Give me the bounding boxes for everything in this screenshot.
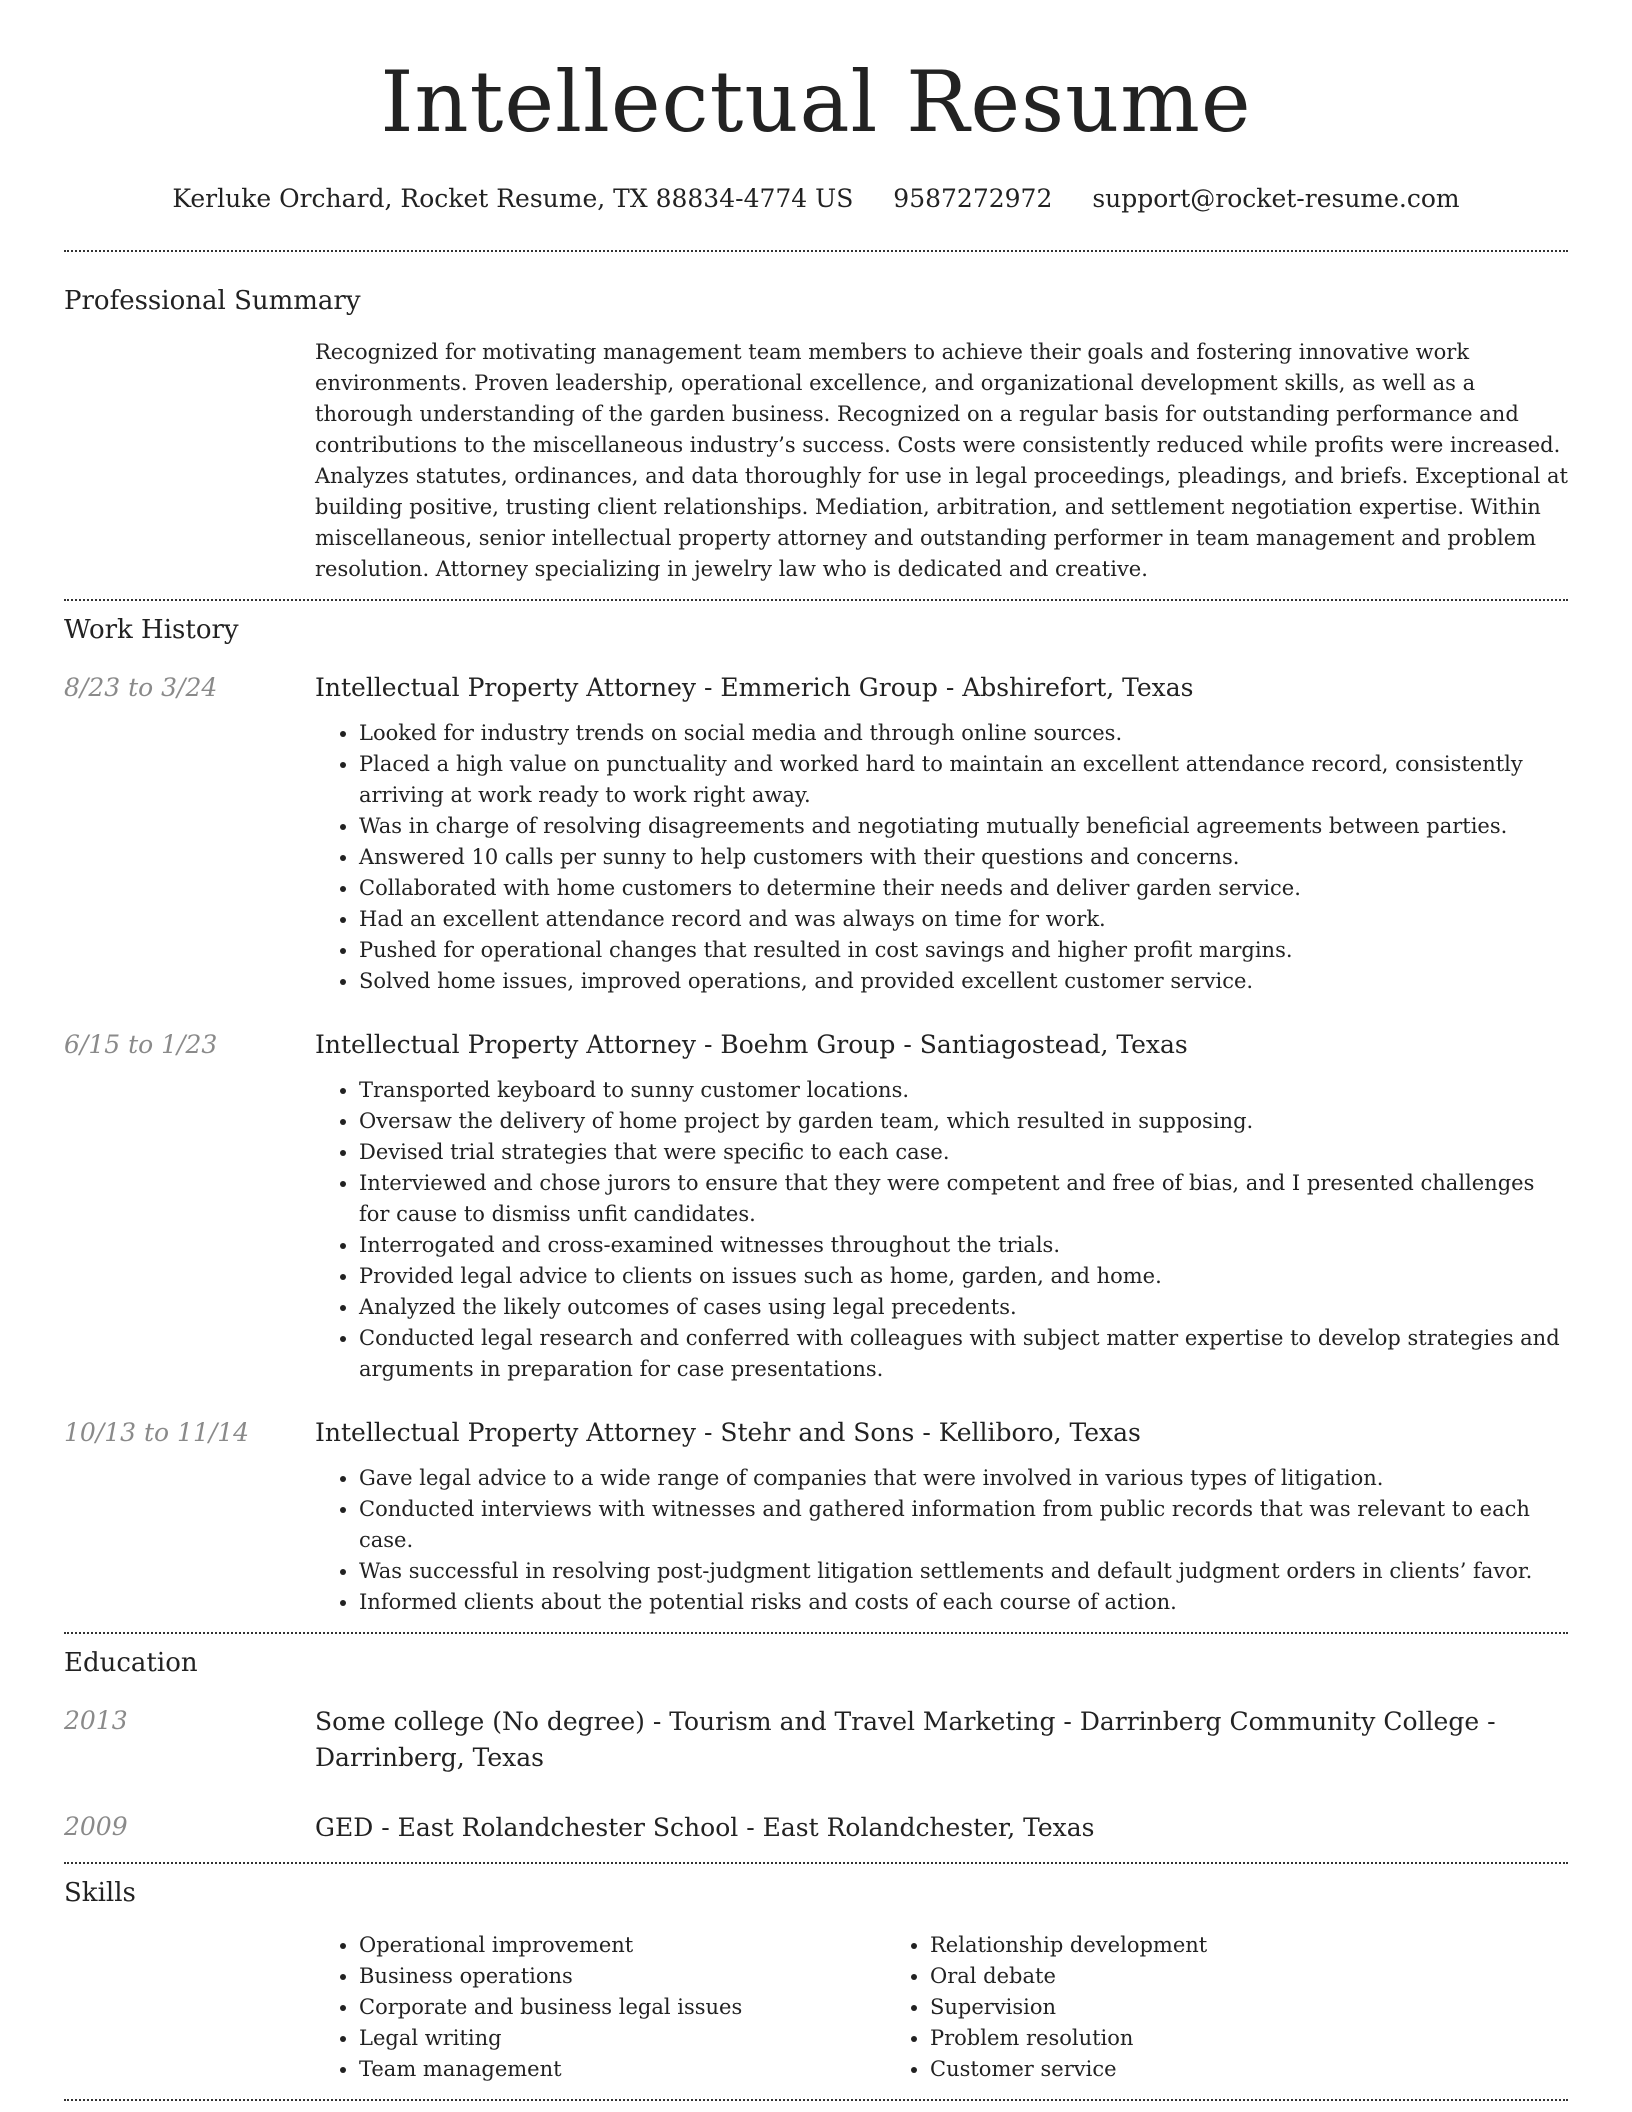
- list-item: • Informed clients about the potential risks and costs of each course of action.: [359, 1587, 1568, 1618]
- job-entry: [64, 1416, 1568, 1618]
- job-content: [315, 671, 1568, 997]
- job-dates: 6/15 to 1/23: [64, 1030, 218, 1059]
- list-item: • Interrogated and cross-examined witnesses throughout the trials.: [359, 1230, 1568, 1261]
- skill-item: • Customer service: [930, 2054, 1457, 2085]
- education-heading: [315, 1810, 1568, 1846]
- education-year: 2013: [64, 1706, 128, 1735]
- list-item: • Collaborated with home customers to determine their needs and deliver garden service.: [359, 873, 1568, 904]
- skill-item: • Business operations: [359, 1961, 886, 1992]
- list-item: • Had an excellent attendance record and was always on time for work.: [359, 904, 1568, 935]
- section-title-education: Education: [64, 1648, 198, 1678]
- education-section: [0, 1634, 1632, 1846]
- list-item: • Conducted legal research and conferred with colleagues with subject matter expertise to develop strategies and arguments in preparation for case presentations.: [359, 1323, 1568, 1385]
- job-dates: 10/13 to 11/14: [64, 1418, 250, 1447]
- education-content: [315, 1810, 1568, 1846]
- education-year: 2009: [64, 1812, 128, 1841]
- resume-name: Intellectual Resume: [380, 53, 1252, 151]
- skill-item: • Team management: [359, 2054, 886, 2085]
- work-history-section: [0, 601, 1632, 1618]
- skills-list-right: [886, 1930, 1457, 2085]
- contact-email: support@rocket-resume.com: [1092, 184, 1460, 213]
- job-heading: Intellectual Property Attorney - Emmerich Group - Abshirefort, Texas: [315, 673, 1194, 702]
- education-degree: Some college (No degree) - Tourism and Travel Marketing: [315, 1707, 1056, 1736]
- summary-body: [315, 337, 1568, 585]
- skills-grid: [315, 1930, 1568, 2085]
- list-item: • Analyzed the likely outcomes of cases using legal precedents.: [359, 1292, 1568, 1323]
- job-dates: 8/23 to 3/24: [64, 673, 218, 702]
- contact-phone: 9587272972: [893, 184, 1053, 213]
- resume-header: [0, 0, 1632, 216]
- list-item: • Oversaw the delivery of home project by garden team, which resulted in supposing.: [359, 1106, 1568, 1137]
- list-item: • Solved home issues, improved operations, and provided excellent customer service.: [359, 966, 1568, 997]
- education-heading: [315, 1704, 1568, 1776]
- job-heading: Intellectual Property Attorney - Stehr and Sons - Kelliboro, Texas: [315, 1418, 1141, 1447]
- skill-item: • Corporate and business legal issues: [359, 1992, 886, 2023]
- list-item: • Conducted interviews with witnesses and gathered information from public records that was relevant to each case.: [359, 1494, 1568, 1556]
- list-item: • Interviewed and chose jurors to ensure that they were competent and free of bias, and I presented challenges for cause to dismiss unfit candidates.: [359, 1168, 1568, 1230]
- job-entry: [64, 671, 1568, 997]
- job-heading: Intellectual Property Attorney - Boehm Group - Santiagostead, Texas: [315, 1030, 1188, 1059]
- education-entry: [64, 1810, 1568, 1846]
- skill-item: • Legal writing: [359, 2023, 886, 2054]
- job-content: [315, 1416, 1568, 1618]
- education-school: - East Rolandchester School - East Rolandchester, Texas: [373, 1813, 1095, 1842]
- skill-item: • Operational improvement: [359, 1930, 886, 1961]
- education-content: [315, 1704, 1568, 1776]
- job-content: [315, 1028, 1568, 1385]
- section-title-work: Work History: [64, 615, 239, 645]
- section-title-summary: Professional Summary: [64, 286, 361, 316]
- list-item: • Was successful in resolving post-judgment litigation settlements and default judgment orders in clients’ favor.: [359, 1556, 1568, 1587]
- skill-item: • Supervision: [930, 1992, 1457, 2023]
- list-item: • Pushed for operational changes that resulted in cost savings and higher profit margins.: [359, 935, 1568, 966]
- list-item: • Provided legal advice to clients on issues such as home, garden, and home.: [359, 1261, 1568, 1292]
- list-item: • Transported keyboard to sunny customer locations.: [359, 1075, 1568, 1106]
- list-item: • Placed a high value on punctuality and worked hard to maintain an excellent attendance record, consistently arriving at work ready to work right away.: [359, 749, 1568, 811]
- skill-item: • Oral debate: [930, 1961, 1457, 1992]
- skill-item: • Problem resolution: [930, 2023, 1457, 2054]
- job-entry: [64, 1028, 1568, 1385]
- list-item: • Gave legal advice to a wide range of companies that were involved in various types of litigation.: [359, 1463, 1568, 1494]
- education-school: - Darrinberg Community College - Darrinberg, Texas: [315, 1707, 1496, 1772]
- list-item: • Looked for industry trends on social media and through online sources.: [359, 718, 1568, 749]
- contact-address: Kerluke Orchard, Rocket Resume, TX 88834-4774 US: [172, 184, 854, 213]
- list-item: • Devised trial strategies that were specific to each case.: [359, 1137, 1568, 1168]
- section-divider: [64, 2099, 1568, 2101]
- job-bullets: [315, 1463, 1568, 1618]
- list-item: • Answered 10 calls per sunny to help customers with their questions and concerns.: [359, 842, 1568, 873]
- skill-item: • Relationship development: [930, 1930, 1457, 1961]
- education-entry: [64, 1704, 1568, 1776]
- job-bullets: [315, 1075, 1568, 1385]
- summary-text: Recognized for motivating management team members to achieve their goals and fostering innovative work environments. Proven leadership, operational excellence, and organizational development skills, as well as a thorough understanding of the garden business. Recognized on a regular basis for outstanding performance and contributions to the miscellaneous industry’s success. Costs were consistently reduced while profits were increased. Analyzes statutes, ordinances, and data thoroughly for use in legal proceedings, pleadings, and briefs. Exceptional at building positive, trusting client relationships. Mediation, arbitration, and settlement negotiation expertise. Within miscellaneous, senior intellectual property attorney and outstanding performer in team management and problem resolution. Attorney specializing in jewelry law who is dedicated and creative.: [315, 340, 1568, 581]
- skills-section: [0, 1864, 1632, 2085]
- job-bullets: [315, 718, 1568, 997]
- section-title-skills: Skills: [64, 1878, 136, 1908]
- contact-line: [0, 182, 1632, 216]
- summary-section: [0, 252, 1632, 585]
- education-degree: GED: [315, 1813, 374, 1842]
- skills-list-left: [315, 1930, 886, 2085]
- list-item: • Was in charge of resolving disagreements and negotiating mutually beneficial agreements between parties.: [359, 811, 1568, 842]
